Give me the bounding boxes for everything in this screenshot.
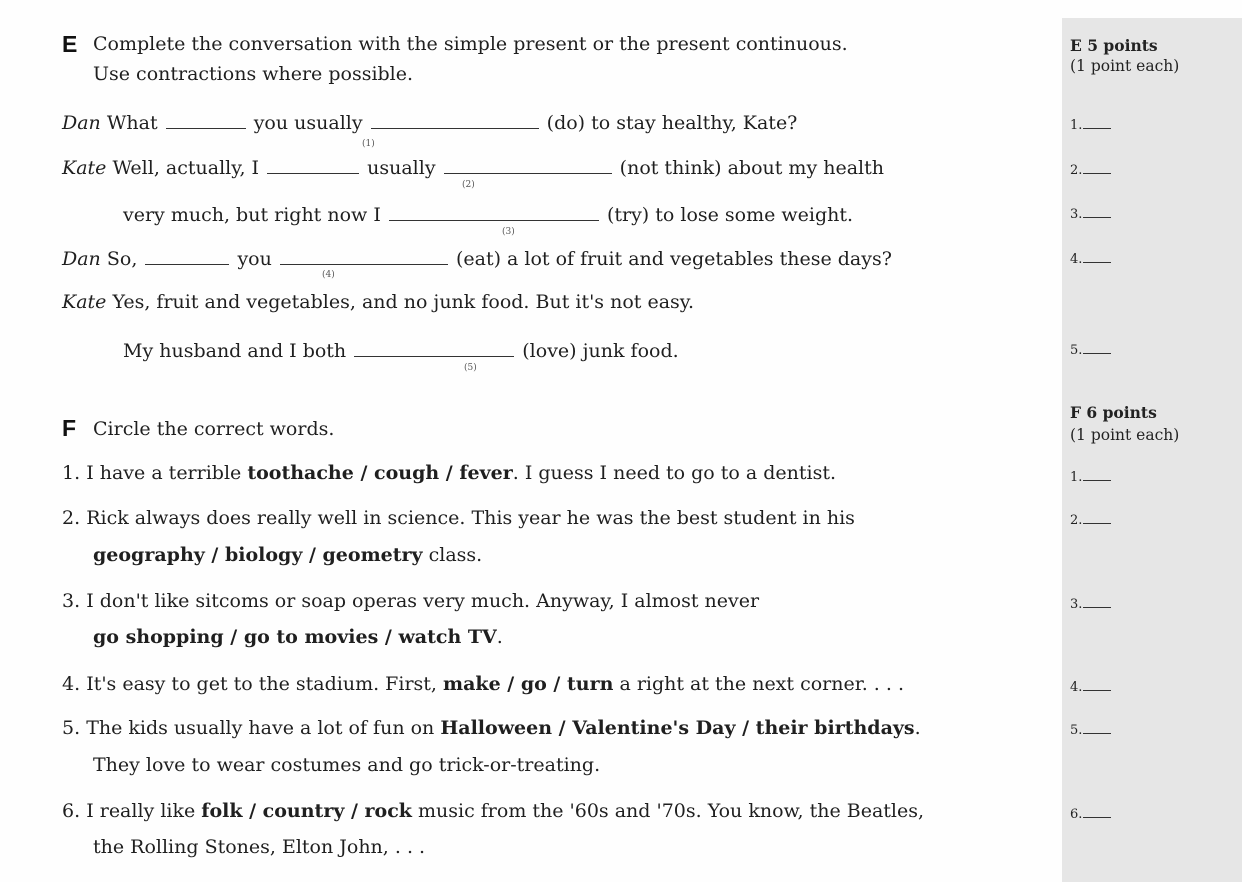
blank-4a[interactable] — [145, 246, 229, 265]
blank-3[interactable] — [389, 202, 599, 221]
section-e-instructions-2: Use contractions where possible. — [93, 63, 414, 85]
dialog-line-6: My husband and I both (love) junk food. — [123, 340, 679, 362]
blank-4b[interactable] — [280, 246, 448, 265]
question-4: 4. It's easy to get to the stadium. First, make / go / turn a right at the next corner. . . . — [62, 673, 904, 695]
blank-1b[interactable] — [371, 110, 539, 129]
section-e-letter: E — [62, 31, 78, 57]
options-3[interactable]: go shopping / go to movies / watch TV — [93, 626, 497, 648]
blank-number-3: (3) — [502, 227, 515, 237]
options-1[interactable]: toothache / cough / fever — [247, 462, 513, 484]
question-6-cont: the Rolling Stones, Elton John, . . . — [93, 836, 426, 858]
answer-e-3[interactable]: 3. — [1070, 206, 1111, 222]
question-5-cont: They love to wear costumes and go trick-or-treating. — [93, 754, 601, 776]
answer-f-5[interactable]: 5. — [1070, 722, 1111, 738]
answer-e-5[interactable]: 5. — [1070, 342, 1111, 358]
question-2: 2. Rick always does really well in science. This year he was the best student in his — [62, 507, 855, 529]
dialog-line-4: Dan So, you (eat) a lot of fruit and vegetables these days? — [62, 248, 892, 270]
answer-f-2[interactable]: 2. — [1070, 512, 1111, 528]
blank-2b[interactable] — [444, 155, 612, 174]
section-f-points: F 6 points — [1070, 403, 1157, 422]
answer-f-1[interactable]: 1. — [1070, 469, 1111, 485]
question-1: 1. I have a terrible toothache / cough / fever. I guess I need to go to a dentist. — [62, 462, 837, 484]
options-2[interactable]: geography / biology / geometry — [93, 544, 423, 566]
blank-number-2: (2) — [462, 180, 475, 190]
dialog-line-3: very much, but right now I (try) to lose some weight. — [123, 204, 854, 226]
blank-number-4: (4) — [322, 270, 335, 280]
speaker-dan: Dan — [62, 112, 101, 134]
speaker-kate-2: Kate — [62, 291, 107, 313]
blank-number-5: (5) — [464, 363, 477, 373]
section-e-instructions-1: Complete the conversation with the simple present or the present continuous. — [93, 33, 848, 55]
options-6[interactable]: folk / country / rock — [201, 800, 412, 822]
speaker-kate: Kate — [62, 157, 107, 179]
section-f-points-each: (1 point each) — [1070, 426, 1180, 444]
answer-f-3[interactable]: 3. — [1070, 596, 1111, 612]
question-6: 6. I really like folk / country / rock music from the '60s and '70s. You know, the Beatles, — [62, 800, 925, 822]
answer-e-1[interactable]: 1. — [1070, 117, 1111, 133]
blank-1a[interactable] — [166, 110, 246, 129]
blank-5[interactable] — [354, 338, 514, 357]
blank-2a[interactable] — [267, 155, 359, 174]
answer-f-6[interactable]: 6. — [1070, 806, 1111, 822]
options-4[interactable]: make / go / turn — [443, 673, 614, 695]
question-5: 5. The kids usually have a lot of fun on Halloween / Valentine's Day / their birthdays. — [62, 717, 921, 739]
answer-e-2[interactable]: 2. — [1070, 162, 1111, 178]
section-e-points: E 5 points — [1070, 36, 1158, 55]
dialog-line-5: Kate Yes, fruit and vegetables, and no junk food. But it's not easy. — [62, 291, 695, 313]
dialog-line-1: Dan What you usually (do) to stay healthy, Kate? — [62, 112, 798, 134]
answer-e-4[interactable]: 4. — [1070, 251, 1111, 267]
question-3: 3. I don't like sitcoms or soap operas very much. Anyway, I almost never — [62, 590, 760, 612]
section-f-instructions: Circle the correct words. — [93, 418, 335, 440]
section-e-points-each: (1 point each) — [1070, 57, 1180, 75]
dialog-line-2: Kate Well, actually, I usually (not think) about my health — [62, 157, 884, 179]
answer-f-4[interactable]: 4. — [1070, 679, 1111, 695]
question-2-cont: geography / biology / geometry class. — [93, 544, 483, 566]
section-f-letter: F — [62, 415, 77, 441]
speaker-dan-2: Dan — [62, 248, 101, 270]
score-column — [1062, 18, 1242, 882]
question-3-cont: go shopping / go to movies / watch TV. — [93, 626, 503, 648]
options-5[interactable]: Halloween / Valentine's Day / their birthdays — [440, 717, 915, 739]
blank-number-1: (1) — [362, 139, 375, 149]
